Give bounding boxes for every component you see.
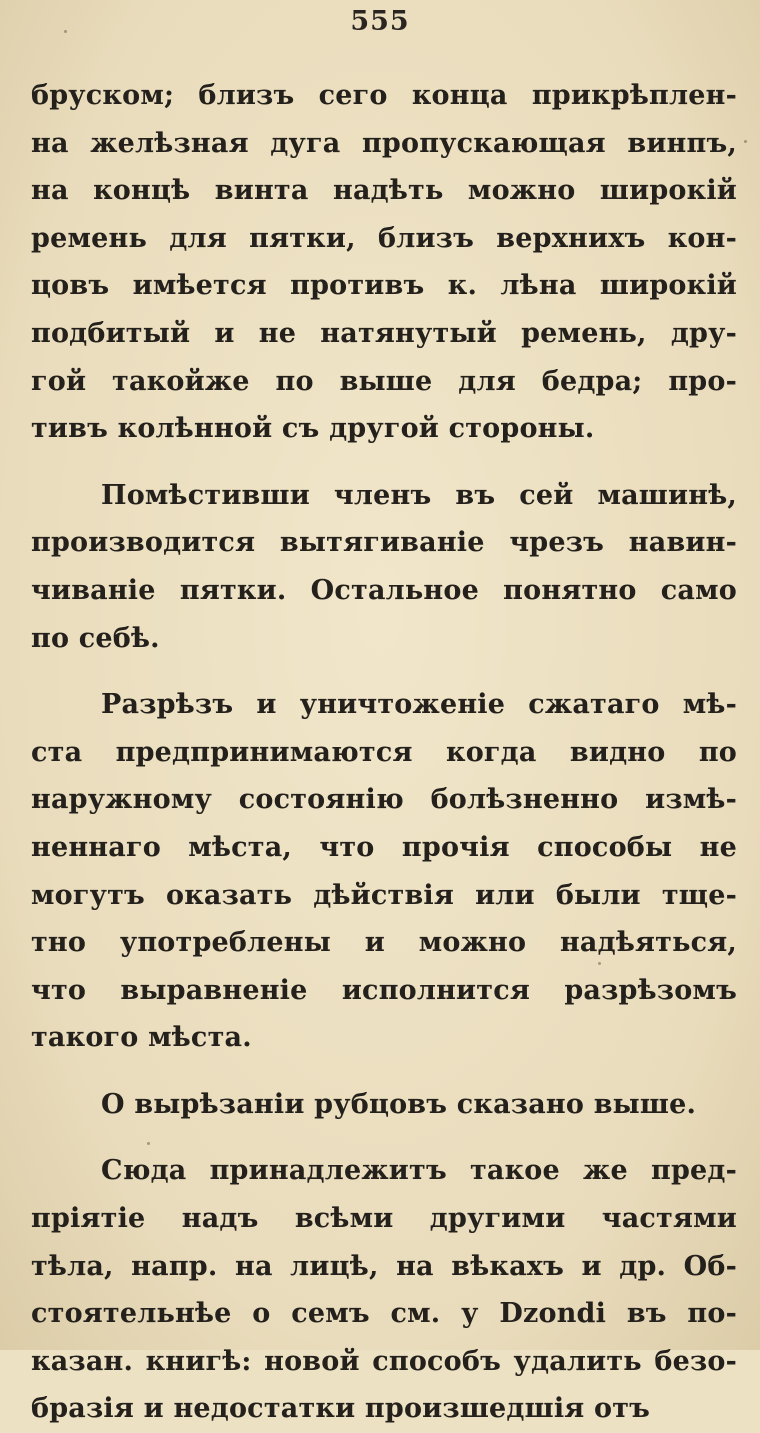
text-line: О вырѣзаніи рубцовъ сказано выше. [101,1088,697,1120]
text-line: Разрѣзъ и уничтоженіе сжатаго мѣ- [101,689,737,721]
paragraph-gap [31,1062,737,1081]
text-line: Помѣстивши членъ въ сей машинѣ, [101,479,737,511]
text-line: тивъ колѣнной съ другой стороны. [31,413,595,445]
text-line: такого мѣста. [31,1022,252,1054]
text-line: наружному состоянію болѣзненно измѣ- [31,784,737,816]
paragraph-gap [31,453,737,472]
text-line: на желѣзная дуга пропускающая винпъ, [31,127,737,159]
text-line: подбитый и не натянутый ремень, дру- [31,317,737,349]
text-line: на концѣ винта надѣть можно широкій [31,175,737,207]
text-line: ста предпринимаются когда видно по [31,736,737,768]
text-line: тѣла, напр. на лицѣ, на вѣкахъ и др. Об- [31,1250,737,1282]
text-line: бразія и недостатки произшедшія отъ [31,1393,651,1425]
paragraph [31,1147,737,1433]
paper-speck [744,140,747,143]
paper-speck [64,30,67,33]
body-text [31,72,737,1433]
text-line: гой такойже по выше для бедра; про- [31,365,737,397]
text-line: производится вытягиваніе чрезъ навин- [31,527,737,559]
text-line: что выравненіе исполнится разрѣзомъ [31,974,737,1006]
text-line: по себѣ. [31,622,160,654]
paragraph [31,72,737,453]
text-line: Сюда принадлежитъ такое же пред- [101,1155,737,1187]
text-line: пріятіе надъ всѣми другими частями [31,1203,737,1235]
text-line: стоятельнѣе о семъ см. у Dzondi въ по- [31,1298,737,1330]
text-line: могутъ оказать дѣйствія или были тще- [31,879,737,911]
paragraph [31,472,737,662]
page-number: 555 [350,6,410,37]
text-line: ремень для пятки, близъ верхнихъ кон- [31,222,737,254]
paragraph-gap [31,1128,737,1147]
text-line: тно употреблены и можно надѣяться, [31,927,737,959]
paragraph [31,681,737,1062]
paragraph-gap [31,662,737,681]
text-line: неннаго мѣста, что прочія способы не [31,831,737,863]
text-line: цовъ имѣется противъ к. лѣна широкій [31,270,737,302]
text-line: бруском; близъ сего конца прикрѣплен- [31,80,737,111]
text-line: чиваніе пятки. Остальное понятно само [31,574,737,606]
paragraph [31,1081,737,1129]
text-line: казан. книгѣ: новой способъ удалить безо- [31,1345,737,1377]
